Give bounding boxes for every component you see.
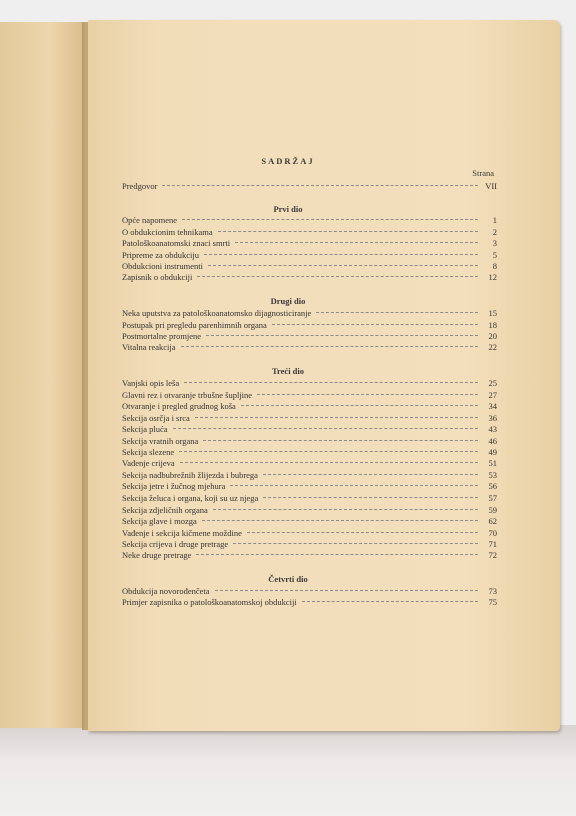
toc-entry-title: Otvaranje i pregled grudnog koša bbox=[122, 401, 236, 411]
toc-entry-page: 70 bbox=[488, 528, 497, 538]
toc-entry-title: Sekcija želuca i organa, koji su uz njega bbox=[122, 493, 259, 503]
leader-dashes bbox=[247, 531, 478, 533]
toc-entry-page: 57 bbox=[488, 493, 497, 503]
toc-entry bbox=[122, 470, 497, 481]
toc-entry-page: 27 bbox=[488, 390, 497, 400]
toc-entry-title: Vađenje i sekcija kičmene moždine bbox=[122, 528, 242, 538]
toc-entry bbox=[122, 516, 497, 527]
leader-dashes bbox=[235, 241, 478, 243]
leader-dashes bbox=[197, 275, 478, 277]
leader-dashes bbox=[182, 218, 478, 220]
toc-entry-title: Postmortalne promjene bbox=[122, 331, 202, 341]
toc-entry bbox=[122, 493, 497, 504]
toc-entry bbox=[122, 331, 497, 342]
toc-entry bbox=[122, 481, 497, 492]
toc-entry-title: Sekcija zdjeličnih organa bbox=[122, 505, 208, 515]
toc-entry bbox=[122, 436, 497, 447]
toc-entry bbox=[122, 424, 497, 435]
toc-entry bbox=[122, 413, 497, 424]
toc-entry bbox=[122, 261, 497, 272]
toc-entry-title: Postupak pri pregledu parenhimnih organa bbox=[122, 320, 267, 330]
leader-dashes bbox=[257, 393, 478, 395]
toc-entry-page: 62 bbox=[488, 516, 497, 526]
toc-entry-page: 71 bbox=[488, 539, 497, 549]
toc-entry-title: Sekcija nadbubrežnih žlijezda i bubrega bbox=[122, 470, 258, 480]
leader-dashes bbox=[263, 473, 478, 475]
toc-entry-page: 51 bbox=[488, 458, 497, 468]
leader-dashes bbox=[206, 334, 478, 336]
leader-dashes bbox=[208, 264, 478, 266]
toc-entry-title: Sekcija jetre i žučnog mjehura bbox=[122, 481, 226, 491]
leader-dashes bbox=[316, 311, 478, 313]
toc-entry-title: O obdukcionim tehnikama bbox=[122, 227, 213, 237]
leader-dashes bbox=[181, 345, 478, 347]
toc-entry-title: Sekcija osrčja i srca bbox=[122, 413, 190, 423]
toc-entry-title: Opće napomene bbox=[122, 215, 177, 225]
toc-entry-page: 56 bbox=[488, 481, 497, 491]
toc-entry bbox=[122, 227, 497, 238]
leader-dashes bbox=[204, 253, 478, 255]
section-heading: Treći dio bbox=[271, 366, 305, 376]
toc-entry-page: 5 bbox=[492, 250, 497, 260]
toc-entry-page: 73 bbox=[488, 586, 497, 596]
toc-entry-page: 8 bbox=[492, 261, 497, 271]
leader-dashes bbox=[203, 439, 478, 441]
background-shadow bbox=[0, 725, 576, 816]
toc-entry-page: 59 bbox=[488, 505, 497, 515]
toc-entry bbox=[122, 308, 497, 319]
toc-entry-title: Glavni rez i otvaranje trbušne šupljine bbox=[122, 390, 253, 400]
toc-entry-title: Vitalna reakcija bbox=[122, 342, 176, 352]
leader-dashes bbox=[184, 381, 478, 383]
toc-entry-page: VII bbox=[485, 181, 497, 191]
leader-dashes bbox=[241, 404, 478, 406]
toc-entry-title: Predgovor bbox=[122, 181, 158, 191]
leader-dashes bbox=[230, 484, 478, 486]
leader-dashes bbox=[302, 600, 478, 602]
section-heading: Četvrti dio bbox=[268, 574, 308, 584]
leader-dashes bbox=[263, 496, 478, 498]
toc-entry-preface bbox=[122, 181, 497, 192]
toc-entry-title: Obdukcija novorođenčeta bbox=[122, 586, 210, 596]
toc-entry-title: Neke druge pretrage bbox=[122, 550, 192, 560]
toc-entry bbox=[122, 250, 497, 261]
leader-dashes bbox=[196, 553, 478, 555]
leader-dashes bbox=[215, 589, 478, 591]
toc-entry-page: 2 bbox=[492, 227, 497, 237]
toc-entry bbox=[122, 586, 497, 597]
leader-dashes bbox=[179, 450, 478, 452]
toc-entry-page: 72 bbox=[488, 550, 497, 560]
toc-entry bbox=[122, 447, 497, 458]
toc-entry bbox=[122, 539, 497, 550]
toc-entry-title: Primjer zapisnika o patološkoanatomskoj obdukciji bbox=[122, 597, 297, 607]
toc-entry-title: Neka uputstva za patološkoanatomsko dijagnosticiranje bbox=[122, 308, 312, 318]
toc-entry bbox=[122, 597, 497, 608]
toc-entry-page: 15 bbox=[488, 308, 497, 318]
leader-dashes bbox=[162, 184, 478, 186]
leader-dashes bbox=[218, 230, 478, 232]
leader-dashes bbox=[195, 416, 478, 418]
leader-dashes bbox=[180, 461, 478, 463]
toc-entry-page: 18 bbox=[488, 320, 497, 330]
toc-entry-page: 25 bbox=[488, 378, 497, 388]
toc-entry bbox=[122, 458, 497, 469]
toc-entry-title: Patološkoanatomski znaci smrti bbox=[122, 238, 231, 248]
toc-entry-title: Sekcija vratnih organa bbox=[122, 436, 199, 446]
toc-entry bbox=[122, 215, 497, 226]
page-column-label: Strana bbox=[472, 168, 494, 178]
toc-entry bbox=[122, 272, 497, 283]
toc-entry-page: 3 bbox=[492, 238, 497, 248]
toc-entry-page: 75 bbox=[488, 597, 497, 607]
toc-entry bbox=[122, 528, 497, 539]
toc-entry-title: Zapisnik o obdukciji bbox=[122, 272, 193, 282]
contents-heading: SADRŽAJ bbox=[261, 156, 315, 166]
toc-entry bbox=[122, 390, 497, 401]
toc-entry-title: Sekcija glave i mozga bbox=[122, 516, 197, 526]
toc-entry-page: 1 bbox=[492, 215, 497, 225]
toc-entry-page: 22 bbox=[488, 342, 497, 352]
toc-entry-page: 46 bbox=[488, 436, 497, 446]
toc-entry bbox=[122, 342, 497, 353]
leader-dashes bbox=[233, 542, 478, 544]
toc-entry-page: 53 bbox=[488, 470, 497, 480]
leader-dashes bbox=[272, 323, 478, 325]
toc-entry bbox=[122, 550, 497, 561]
leader-dashes bbox=[213, 508, 478, 510]
toc-entry-title: Sekcija pluća bbox=[122, 424, 168, 434]
toc-entry-page: 36 bbox=[488, 413, 497, 423]
section-heading: Drugi dio bbox=[270, 296, 306, 306]
leader-dashes bbox=[173, 427, 478, 429]
toc-entry bbox=[122, 238, 497, 249]
toc-entry bbox=[122, 505, 497, 516]
toc-entry-page: 12 bbox=[488, 272, 497, 282]
toc-entry bbox=[122, 378, 497, 389]
section-heading: Prvi dio bbox=[273, 204, 303, 214]
toc-entry-page: 49 bbox=[488, 447, 497, 457]
toc-entry bbox=[122, 320, 497, 331]
toc-entry-page: 34 bbox=[488, 401, 497, 411]
toc-entry-title: Sekcija crijeva i druge pretrage bbox=[122, 539, 229, 549]
toc-entry bbox=[122, 401, 497, 412]
toc-entry-page: 43 bbox=[488, 424, 497, 434]
toc-entry-page: 20 bbox=[488, 331, 497, 341]
toc-entry-title: Vađenje crijeva bbox=[122, 458, 175, 468]
toc-entry-title: Obdukcioni instrumenti bbox=[122, 261, 203, 271]
leader-dashes bbox=[202, 519, 478, 521]
toc-entry-title: Sekcija slezene bbox=[122, 447, 175, 457]
toc-entry-title: Vanjski opis leša bbox=[122, 378, 180, 388]
toc-entry-title: Pripreme za obdukciju bbox=[122, 250, 199, 260]
